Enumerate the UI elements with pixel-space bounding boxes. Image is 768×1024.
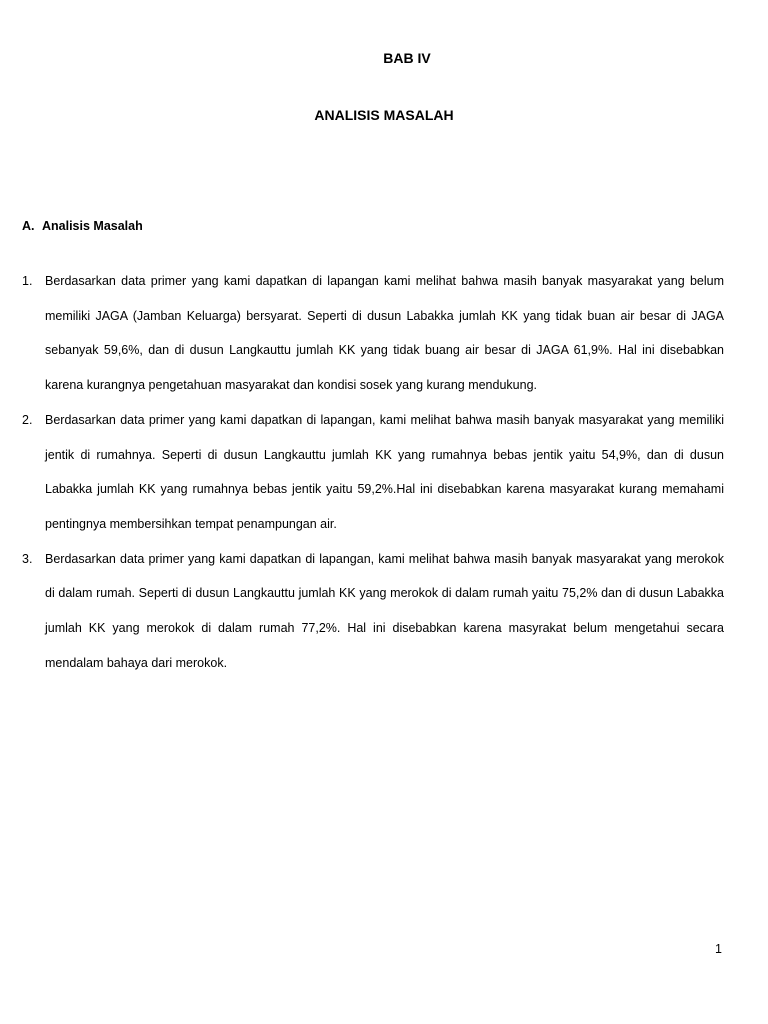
chapter-title: ANALISIS MASALAH: [314, 107, 454, 123]
list-item-number: 1.: [22, 274, 33, 288]
list-item-number: 2.: [22, 412, 33, 427]
list-item: [22, 542, 724, 681]
list-item-text: Berdasarkan data primer yang kami dapatkan di lapangan, kami melihat bahwa masih banyak masyarakat yang memiliki jentik di rumahnya. Seperti di dusun Langkauttu jumlah KK yang rumahnya bebas jentik yaitu 54,9%, dan di dusun Labakka jumlah KK yang rumahnya bebas jentik yaitu 59,2%.Hal ini disebabkan karena masyarakat kurang memahami pentingnya membersihkan tempat penampungan air.: [45, 412, 724, 531]
page-number: 1: [715, 942, 722, 956]
list-item-text: Berdasarkan data primer yang kami dapatkan di lapangan, kami melihat bahwa masih banyak masyarakat yang merokok di dalam rumah. Seperti di dusun Langkauttu jumlah KK yang merokok di dalam rumah yaitu 75,2% dan di dusun Labakka jumlah KK yang merokok di dalam rumah 77,2%. Hal ini disebabkan karena masyrakat belum mengetahui secara mendalam bahaya dari merokok.: [45, 551, 724, 670]
list-item: [22, 264, 724, 403]
list-item-number: 3.: [22, 551, 33, 566]
section-letter: A.: [22, 219, 35, 233]
chapter-number: BAB IV: [383, 50, 431, 66]
list-item-text: Berdasarkan data primer yang kami dapatkan di lapangan kami melihat bahwa masih banyak masyarakat yang belum memiliki JAGA (Jamban Keluarga) bersyarat. Seperti di dusun Labakka jumlah KK yang tidak buan air besar di JAGA sebanyak 59,6%, dan di dusun Langkauttu jumlah KK yang tidak buang air besar di JAGA 61,9%. Hal ini disebabkan karena kurangnya pengetahuan masyarakat dan kondisi sosek yang kurang mendukung.: [45, 274, 724, 393]
numbered-list: [22, 264, 724, 680]
list-item: [22, 403, 724, 542]
section-heading-text: Analisis Masalah: [42, 219, 143, 233]
section-heading: [22, 217, 143, 235]
